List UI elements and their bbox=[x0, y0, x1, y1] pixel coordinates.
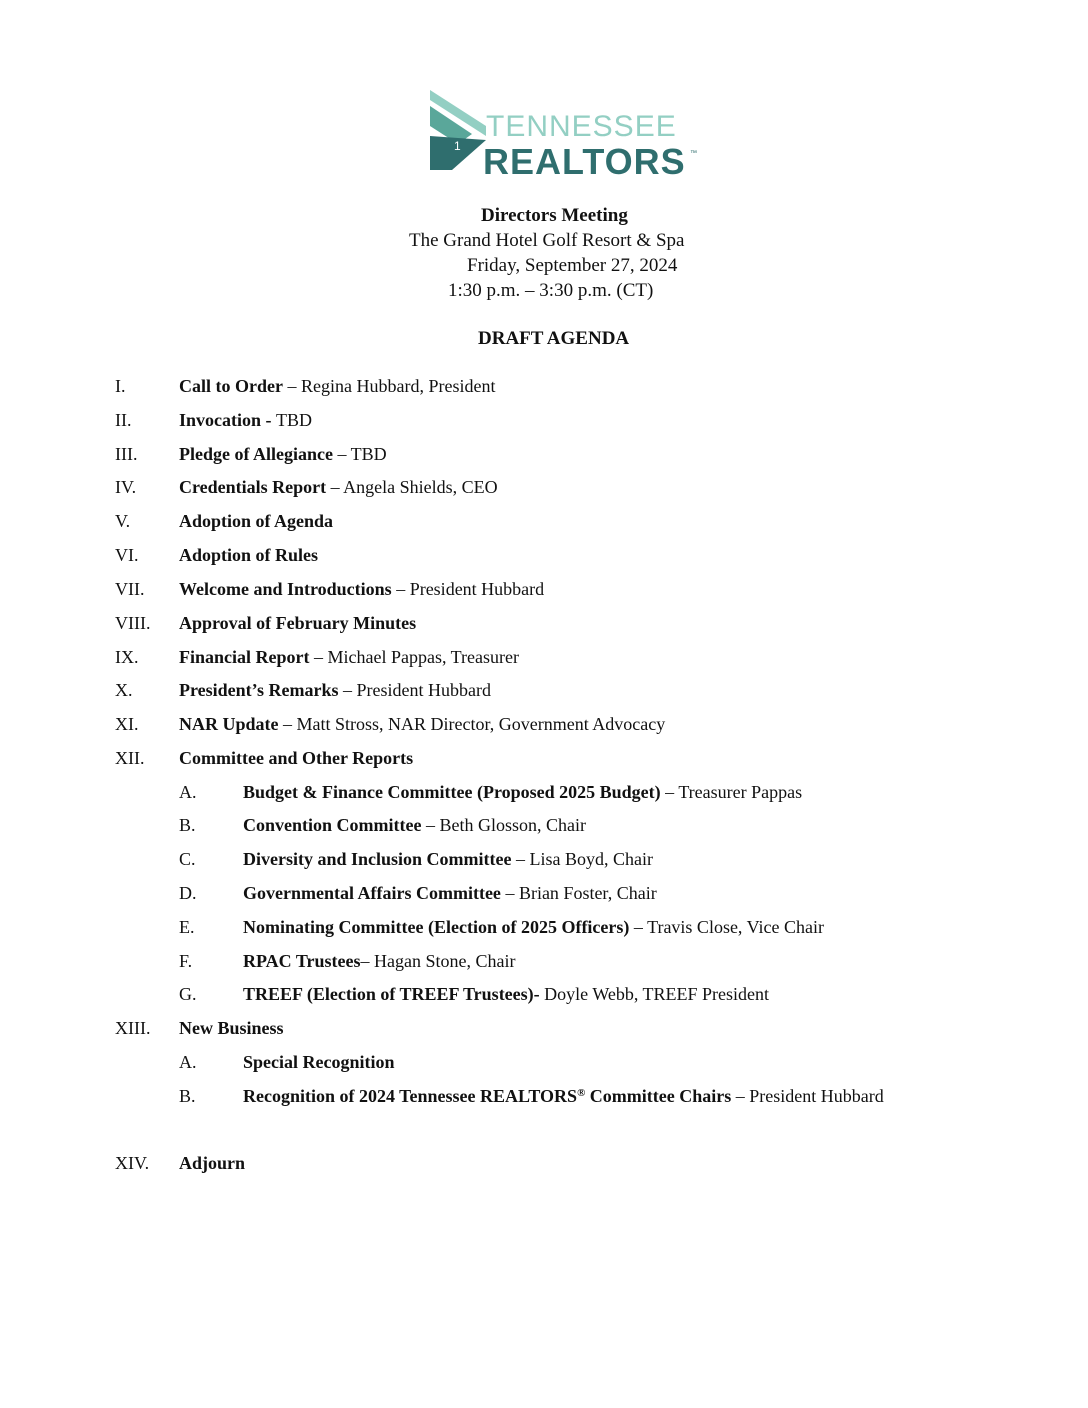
item-detail: – TBD bbox=[332, 444, 387, 464]
item-title: Approval of February Minutes bbox=[179, 613, 417, 633]
meeting-venue: The Grand Hotel Golf Resort & Spa bbox=[409, 230, 685, 251]
subitem-title: Nominating Committee (Election of 2025 Officers) bbox=[243, 917, 630, 937]
item-number: VI. bbox=[115, 545, 139, 565]
item-title: Financial Report bbox=[179, 647, 310, 667]
item-number: XIII. bbox=[115, 1018, 151, 1038]
subitem-title-end: Committee Chairs bbox=[585, 1086, 732, 1106]
meeting-time: 1:30 p.m. – 3:30 p.m. (CT) bbox=[448, 280, 654, 301]
item-title: Call to Order bbox=[179, 376, 283, 396]
item-number: VIII. bbox=[115, 613, 151, 633]
item-title: President’s Remarks bbox=[179, 680, 339, 700]
item-number: IX. bbox=[115, 647, 139, 667]
subitem-title: Diversity and Inclusion Committee bbox=[243, 849, 512, 869]
subitem-letter: D. bbox=[179, 883, 197, 903]
subitem-letter: F. bbox=[179, 951, 193, 971]
item-title: New Business bbox=[179, 1018, 284, 1038]
item-title: Adoption of Agenda bbox=[179, 511, 334, 531]
logo-trademark: ™ bbox=[690, 150, 697, 157]
item-number: X. bbox=[115, 680, 133, 700]
logo-mark-icon bbox=[428, 88, 488, 178]
svg-text:1: 1 bbox=[454, 139, 461, 153]
tennessee-realtors-logo bbox=[428, 88, 700, 182]
subitem-title: RPAC Trustees bbox=[243, 951, 361, 971]
item-number: IV. bbox=[115, 477, 137, 497]
item-title: Invocation - bbox=[179, 410, 277, 430]
item-title: Pledge of Allegiance bbox=[179, 444, 333, 464]
item-number: XIV. bbox=[115, 1153, 150, 1173]
subitem-title: TREEF (Election of TREEF Trustees)- bbox=[243, 984, 540, 1004]
item-number: XII. bbox=[115, 748, 145, 768]
subitem-letter: G. bbox=[179, 984, 197, 1004]
subitem-title: Special Recognition bbox=[243, 1052, 395, 1072]
item-title: Credentials Report bbox=[179, 477, 327, 497]
item-detail: – Angela Shields, CEO bbox=[326, 477, 498, 497]
meeting-title: Directors Meeting bbox=[481, 205, 628, 226]
subitem-detail: – President Hubbard bbox=[731, 1086, 884, 1106]
item-title: Adjourn bbox=[179, 1153, 246, 1173]
item-detail: – Matt Stross, NAR Director, Government Advocacy bbox=[278, 714, 666, 734]
logo-line2: REALTORS bbox=[483, 141, 686, 182]
item-number: II. bbox=[115, 410, 132, 430]
subitem-detail: – Travis Close, Vice Chair bbox=[629, 917, 824, 937]
subitem-detail: Doyle Webb, TREEF President bbox=[539, 984, 770, 1004]
subitem-detail: – Beth Glosson, Chair bbox=[421, 815, 586, 835]
subitem-letter: A. bbox=[179, 1052, 197, 1072]
item-number: VII. bbox=[115, 579, 145, 599]
subitem-letter: A. bbox=[179, 782, 197, 802]
item-title: Committee and Other Reports bbox=[179, 748, 414, 768]
subitem-detail: – Brian Foster, Chair bbox=[500, 883, 657, 903]
subitem-title: Governmental Affairs Committee bbox=[243, 883, 501, 903]
item-number: XI. bbox=[115, 714, 139, 734]
subitem-letter: B. bbox=[179, 815, 196, 835]
item-title: NAR Update bbox=[179, 714, 279, 734]
subitem-title: Recognition of 2024 Tennessee REALTORS bbox=[243, 1086, 578, 1106]
item-number: III. bbox=[115, 444, 138, 464]
subitem-title: Convention Committee bbox=[243, 815, 422, 835]
item-title: Adoption of Rules bbox=[179, 545, 319, 565]
meeting-date: Friday, September 27, 2024 bbox=[467, 255, 678, 276]
item-detail: – President Hubbard bbox=[338, 680, 491, 700]
subitem-letter: E. bbox=[179, 917, 195, 937]
item-number: V. bbox=[115, 511, 131, 531]
item-detail: TBD bbox=[276, 410, 313, 430]
logo-line1: TENNESSEE bbox=[486, 110, 677, 143]
item-detail: – Regina Hubbard, President bbox=[282, 376, 496, 396]
registered-mark: ® bbox=[577, 1087, 586, 1099]
subitem-title: Budget & Finance Committee (Proposed 2025 Budget) bbox=[243, 782, 661, 802]
subitem-detail: – Lisa Boyd, Chair bbox=[511, 849, 653, 869]
item-number: I. bbox=[115, 376, 126, 396]
subitem-letter: B. bbox=[179, 1086, 196, 1106]
item-detail: – Michael Pappas, Treasurer bbox=[309, 647, 519, 667]
subitem-letter: C. bbox=[179, 849, 196, 869]
item-detail: – President Hubbard bbox=[391, 579, 545, 599]
subitem-detail: – Treasurer Pappas bbox=[660, 782, 803, 802]
agenda-title: DRAFT AGENDA bbox=[478, 328, 630, 349]
item-title: Welcome and Introductions bbox=[179, 579, 392, 599]
subitem-detail: – Hagan Stone, Chair bbox=[360, 951, 516, 971]
